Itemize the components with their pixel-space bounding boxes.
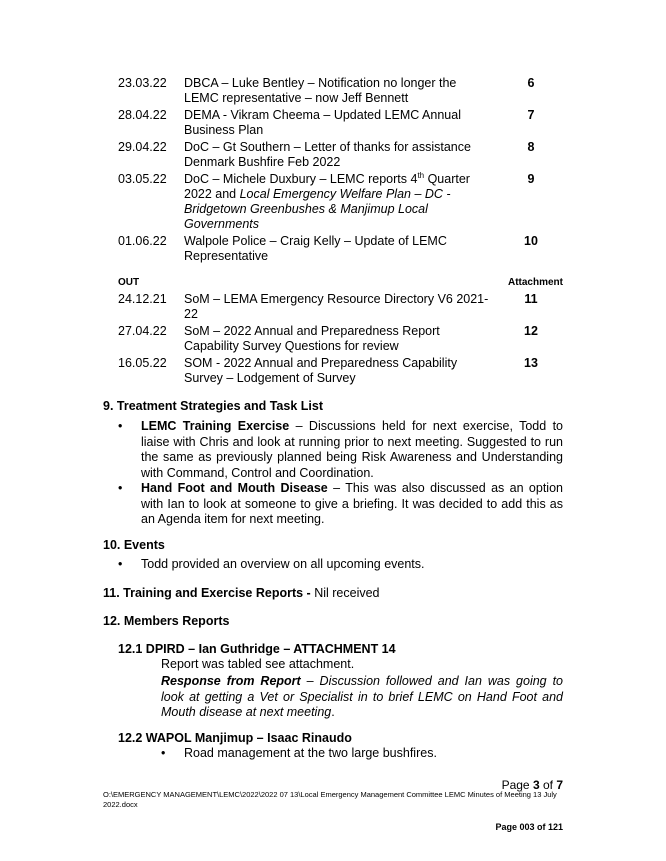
table-row: 01.06.22 Walpole Police – Craig Kelly – Update of LEMC Representative 10 <box>118 234 538 263</box>
table-row: 16.05.22 SOM - 2022 Annual and Preparedness Capability Survey – Lodgement of Survey 13 <box>118 356 538 385</box>
report-tabled-text: Report was tabled see attachment. <box>161 657 355 671</box>
file-path: O:\EMERGENCY MANAGEMENT\LEMC\2022\2022 07 13\Local Emergency Management Committee LEMC Minutes of Meeting 13 July 2022.docx <box>103 790 557 809</box>
list-item: • Hand Foot and Mouth Disease – This was also discussed as an option with Ian to look at someone to give a briefing. It was decided to add this as an Agenda item for next meeting. <box>118 481 563 526</box>
bullet-icon: • <box>161 746 166 760</box>
section-10-heading: 10. Events <box>103 538 165 552</box>
bullet-icon: • <box>118 557 123 571</box>
bullet-icon: • <box>118 419 123 433</box>
table-row: 23.03.22 DBCA – Luke Bentley – Notification no longer the LEMC representative – now Jeff Bennett 6 <box>118 76 535 105</box>
list-item: • LEMC Training Exercise – Discussions held for next exercise, Todd to liaise with Chris and look at running prior to next meeting. Suggested to run the same as previously planned being Risk Awareness and Understanding with Command, Control and Coordination. <box>118 419 563 480</box>
table-row: 03.05.22 DoC – Michele Duxbury – LEMC reports 4th Quarter 2022 and Local Emergency Welfare Plan – DC - Bridgetown Greenbushes & Manjimup Local Governments 9 <box>118 170 535 231</box>
list-item: • Road management at the two large bushfires. <box>161 746 437 760</box>
out-header: OUT Attachment <box>118 277 563 288</box>
bullet-icon: • <box>118 481 123 495</box>
table-row: 27.04.22 SoM – 2022 Annual and Preparedness Report Capability Survey Questions for review 12 <box>118 324 538 353</box>
page-number: Page 003 of 121 <box>495 822 563 832</box>
table-row: 24.12.21 SoM – LEMA Emergency Resource Directory V6 2021-22 11 <box>118 292 538 321</box>
response-paragraph: Response from Report – Discussion followed and Ian was going to look at getting a Vet or Specialist in to brief LEMC on Hand Foot and Mouth disease at next meeting. <box>161 674 563 719</box>
subsection-12-2-heading: 12.2 WAPOL Manjimup – Isaac Rinaudo <box>118 731 352 745</box>
table-row: 28.04.22 DEMA - Vikram Cheema – Updated LEMC Annual Business Plan 7 <box>118 108 535 137</box>
list-item: • Todd provided an overview on all upcoming events. <box>118 557 425 571</box>
correspondence-in-table <box>118 76 563 388</box>
section-11-heading: 11. Training and Exercise Reports - Nil received <box>103 586 380 600</box>
subsection-12-1-heading: 12.1 DPIRD – Ian Guthridge – ATTACHMENT 14 <box>118 642 396 656</box>
table-row: 29.04.22 DoC – Gt Southern – Letter of thanks for assistance Denmark Bushfire Feb 2022 8 <box>118 140 535 169</box>
page-indicator: Page 3 of 7 <box>501 778 563 792</box>
section-12-heading: 12. Members Reports <box>103 614 230 628</box>
section-9-heading: 9. Treatment Strategies and Task List <box>103 399 323 413</box>
